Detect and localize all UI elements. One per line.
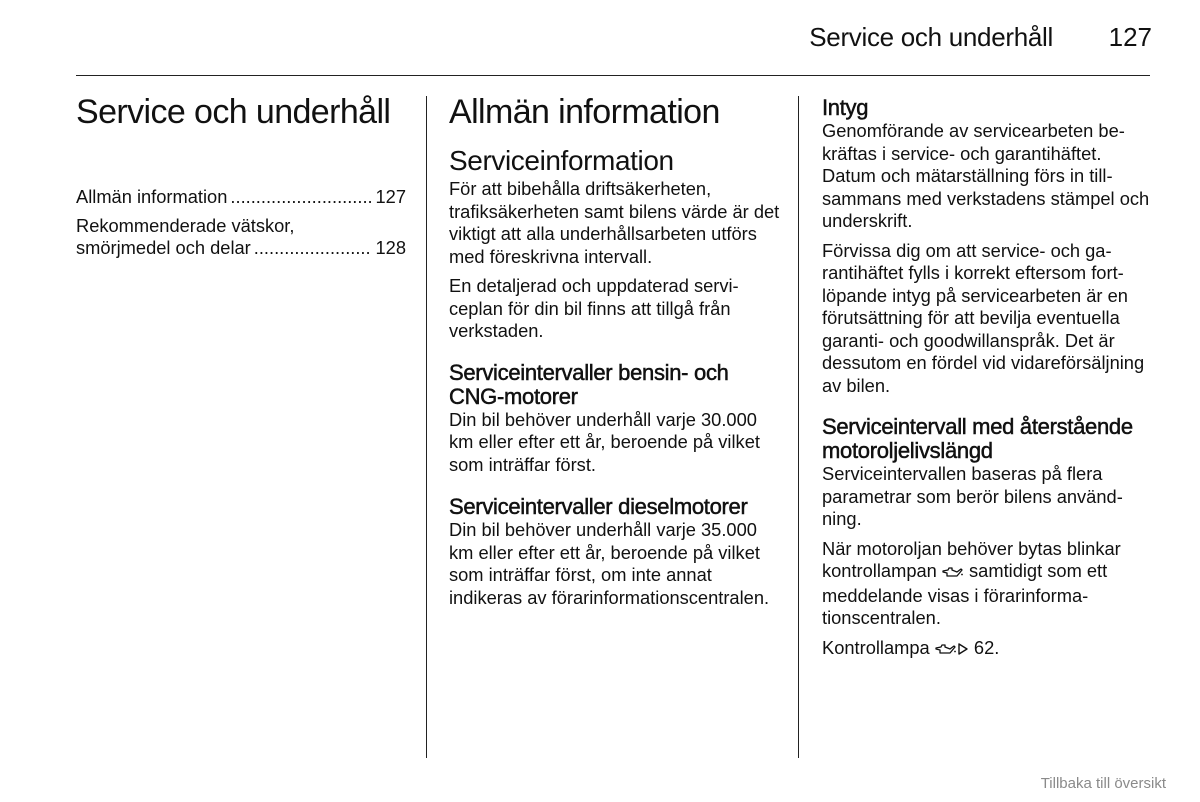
toc-entry-label: Rekommenderade vätskor, <box>76 215 295 236</box>
paragraph-oil-life-2 <box>822 538 1152 630</box>
toc-entry-label: Allmän information <box>76 186 228 207</box>
paragraph-petrol-cng-intervals: Din bil behöver underhåll varje 30.000 km eller efter ett år, beroende på vilket som inträffar först. <box>449 408 760 475</box>
general-information-column <box>449 92 781 609</box>
page-reference[interactable]: 62. <box>973 636 1000 658</box>
heading-oil-life-interval: Serviceintervall med återstående motoroljelivslängd <box>822 414 1133 463</box>
toc-entry-page: 127 <box>375 186 406 207</box>
paragraph-serviceinformation-2: En detaljerad och uppdaterad serviceplan för din bil finns att tillgå från verkstaden. <box>449 275 739 341</box>
certificate-column <box>822 92 1152 661</box>
toc-entry-rekommenderade[interactable] <box>76 213 406 260</box>
paragraph-oil-life-1: Serviceintervallen baseras på flera parametrar som berör bilens användning. <box>822 463 1123 529</box>
toc-leader-dots <box>254 235 373 260</box>
paragraph-oil-life-2-end: samtidigt som ett meddelande visas i förarinformationscentralen. <box>822 560 1108 628</box>
toc-entry-page: 128 <box>375 237 406 258</box>
header-divider <box>76 75 1150 76</box>
section-heading: Allmän information <box>449 93 720 131</box>
paragraph-warning-light-ref <box>822 637 1152 662</box>
oil-can-icon <box>935 639 957 662</box>
paragraph-serviceinformation-1: För att bibehålla driftsäkerheten, trafiksäkerheten samt bilens värde är det viktigt att alla underhållsarbeten utförs med föreskrivna intervall. <box>449 178 780 267</box>
heading-intyg: Intyg <box>822 95 869 120</box>
toc-leader-dots <box>230 184 372 209</box>
toc-entry-allman-information[interactable] <box>76 184 406 209</box>
column-divider-1 <box>426 96 427 758</box>
paragraph-oil-life-2-start: När motoroljan behöver bytas blinkar kontrollampan <box>822 537 1121 581</box>
column-divider-2 <box>798 96 799 758</box>
paragraph-intyg-2: Förvissa dig om att service- och garantihäftet fylls i korrekt eftersom fortlöpande intyg på servicearbeten är en förutsättning för att bevilja eventuella garanti- och goodwillanspråk. Det är dessutom en fördel vid vidareförsäljning av bilen. <box>822 239 1145 396</box>
oil-can-icon <box>942 562 964 585</box>
heading-petrol-cng-intervals: Serviceintervaller bensin- och CNG-motorer <box>449 359 729 409</box>
warning-light-label: Kontrollampa <box>822 636 930 658</box>
running-header-title: Service och underhåll <box>809 22 1053 52</box>
heading-diesel-intervals: Serviceintervaller dieselmotorer <box>449 494 748 519</box>
toc-entry-label: smörjmedel och delar <box>76 237 251 258</box>
table-of-contents <box>76 184 406 260</box>
subsection-heading: Serviceinformation <box>449 145 674 176</box>
page-number: 127 <box>1108 22 1152 52</box>
paragraph-diesel-intervals: Din bil behöver underhåll varje 35.000 km eller efter ett år, beroende på vilket som inträffar först, om inte annat indikeras av förarinformationscentralen. <box>449 519 770 608</box>
chapter-column <box>76 92 406 260</box>
chapter-title: Service och underhåll <box>76 93 391 131</box>
back-to-overview-link[interactable]: Tillbaka till översikt <box>1040 775 1166 792</box>
reference-arrow-icon[interactable] <box>957 639 969 662</box>
paragraph-intyg-1: Genomförande av servicearbeten bekräftas i service- och garantihäftet. Datum och mätarställning förs in tillsammans med verkstadens stämpel och underskrift. <box>822 120 1150 231</box>
